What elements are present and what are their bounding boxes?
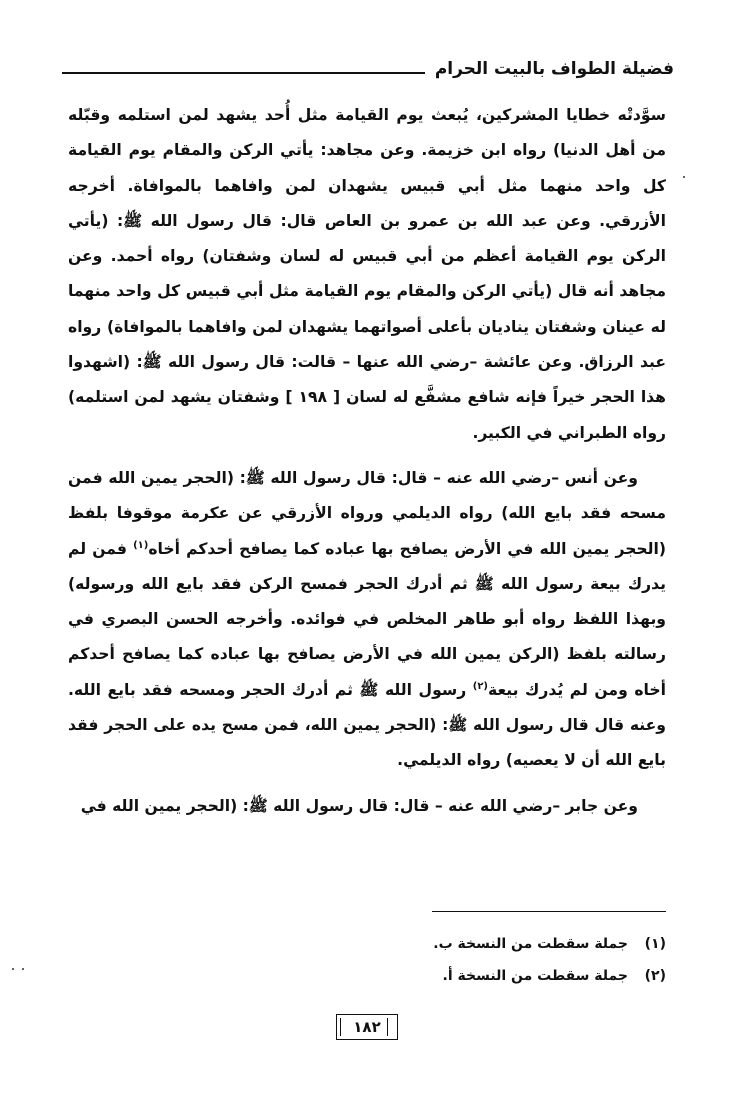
scan-speck: [683, 176, 685, 178]
footnote-separator: [432, 911, 666, 912]
main-text: [68, 98, 666, 824]
footnotes: [266, 928, 666, 992]
footnote-number: (٢): [644, 968, 666, 984]
paragraph-2: [68, 461, 666, 779]
footnote-1: [266, 928, 666, 960]
page-number: ١٨٢: [336, 1014, 398, 1040]
paragraph-2-part-3: رسول الله ﷺ ثم أدرك الحجر ومسحه فقد بايع الله. وعنه قال قال رسول الله ﷺ: (الحجر يمين الله، فمن مسح يده على الحجر فقد بايع الله أن لا يعصيه) رواه الديلمي.: [68, 680, 666, 770]
footnote-text: جملة سقطت من النسخة ب.: [433, 936, 628, 952]
scan-speck: [22, 968, 24, 970]
footnote-number: (١): [644, 936, 666, 952]
footnote-text: جملة سقطت من النسخة أ.: [442, 968, 628, 984]
scan-speck: [12, 968, 14, 970]
header-rule: [62, 72, 425, 74]
paragraph-2-part-2: فمن لم يدرك بيعة رسول الله ﷺ ثم أدرك الحجر فمسح الركن فقد بايع الله ورسوله) وبهذا اللفظ رواه أبو طاهر المخلص في فوائده. وأخرجه الحسن البصري في رسالته بلفظ (الركن يمين الله في الأرض يصافح بها عباده كما يصافح أحدكم أخاه ومن لم يُدرك بيعة: [68, 539, 666, 699]
running-header: [62, 52, 674, 86]
paragraph-3: وعن جابر –رضي الله عنه – قال: قال رسول الله ﷺ: (الحجر يمين الله في: [80, 796, 638, 815]
footnote-2: [266, 960, 666, 992]
footnote-ref-1: (١): [133, 539, 149, 551]
footnote-ref-2: (٢): [472, 680, 488, 692]
paragraph-2-part-1: وعن أنس –رضي الله عنه – قال: قال رسول الله ﷺ: (الحجر يمين الله فمن مسحه فقد بايع الله) رواه الديلمي ورواه الأزرقي عن عكرمة موقوفا بلفظ (الحجر يمين الله في الأرض يصافح بها عباده كما يصافح أحدكم أخاه: [68, 468, 666, 558]
header-title: فضيلة الطواف بالبيت الحرام: [434, 59, 674, 79]
paragraph-1: سوَّدتْه خطايا المشركين، يُبعث يوم القيامة مثل أُحد يشهد لمن استلمه وقبّله من أهل الدنيا) رواه ابن خزيمة. وعن مجاهد: يأتي الركن والمقام يوم القيامة كل واحد منهما مثل أبي قبيس يشهدان لمن وافاهما بالموافاة. أخرجه الأزرقي. وعن عبد الله بن عمرو بن العاص قال: قال رسول الله ﷺ: (يأتي الركن يوم القيامة أعظم من أبي قبيس له لسان وشفتان) رواه أحمد. وعن مجاهد أنه قال (يأتي الركن والمقام يوم القيامة مثل أبي قبيس كل واحد منهما له عينان وشفتان يناديان بأعلى أصواتهما يشهدان لمن وافاهما بالموافاة) رواه عبد الرزاق. وعن عائشة –رضي الله عنها – قالت: قال رسول الله ﷺ: (اشهدوا هذا الحجر خيراً فإنه شافع مشفَّع له لسان [ ١٩٨ ] وشفتان يشهد لمن استلمه) رواه الطبراني في الكبير.: [68, 106, 666, 442]
